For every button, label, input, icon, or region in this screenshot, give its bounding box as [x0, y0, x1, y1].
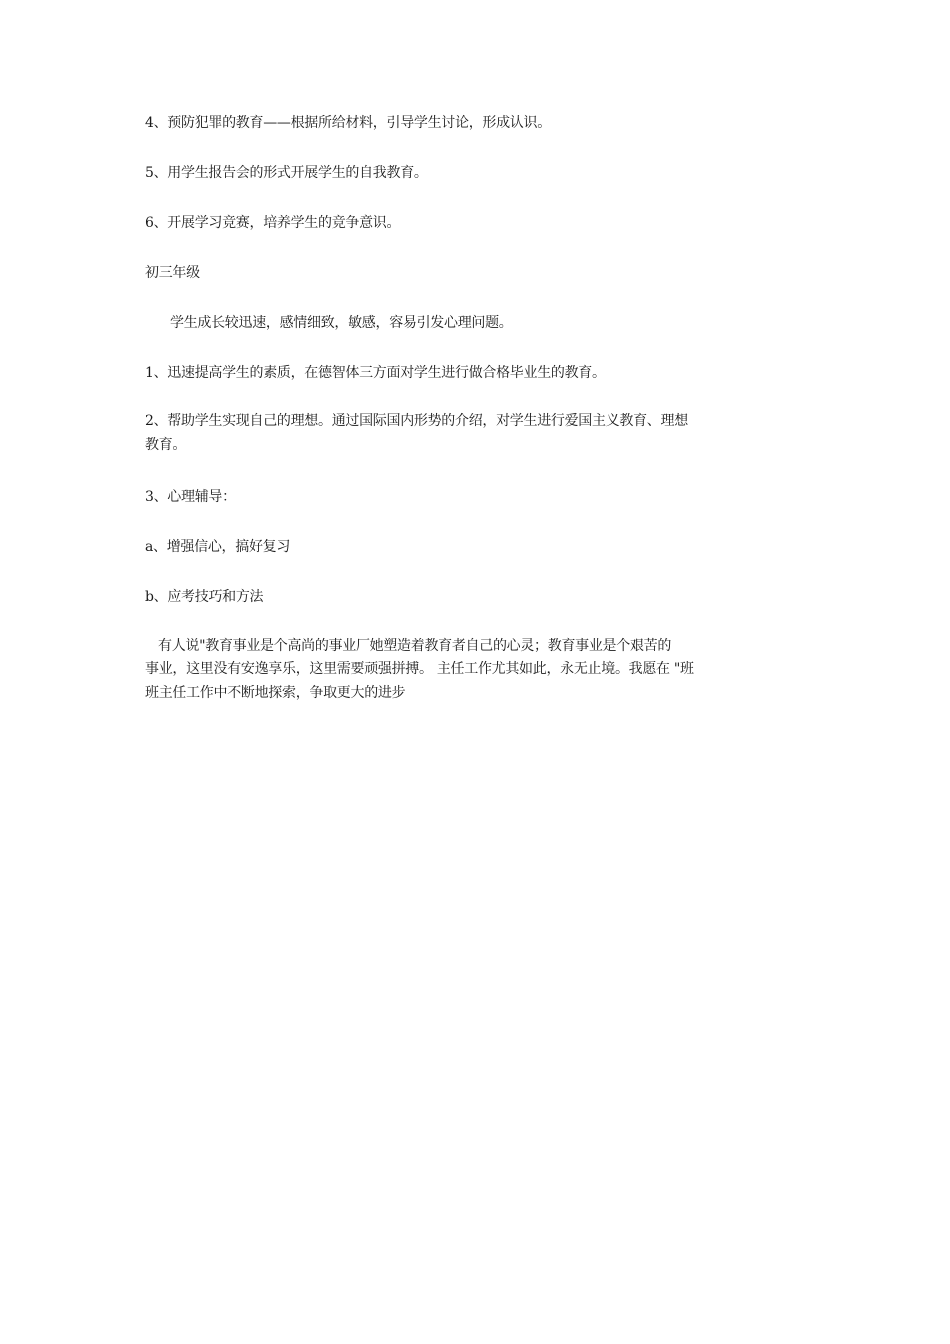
- paragraph-item-1: 1、迅速提高学生的素质，在德智体三方面对学生进行做合格毕业生的教育。: [145, 365, 606, 381]
- closing-paragraph-line-1: 有人说"教育事业是个高尚的事业厂她塑造着教育者自己的心灵；教育事业是个艰苦的: [158, 638, 672, 654]
- paragraph-item-5: 5、用学生报告会的形式开展学生的自我教育。: [145, 165, 428, 181]
- section-intro: 学生成长较迅速，感情细致，敏感，容易引发心理问题。: [170, 315, 513, 331]
- paragraph-item-4: 4、预防犯罪的教育——根据所给材料，引导学生讨论，形成认识。: [145, 115, 551, 131]
- closing-paragraph-line-3: 班主任工作中不断地探索，争取更大的进步: [145, 685, 406, 701]
- section-heading-grade-three: 初三年级: [145, 265, 200, 281]
- closing-paragraph-line-2: 事业，这里没有安逸享乐，这里需要顽强拼搏。 主任工作尤其如此，永无止境。我愿在 "班: [145, 661, 694, 677]
- paragraph-item-2-continued: 教育。: [145, 437, 187, 453]
- paragraph-item-6: 6、开展学习竞赛，培养学生的竞争意识。: [145, 215, 401, 231]
- paragraph-item-3: 3、心理辅导：: [145, 489, 236, 505]
- paragraph-item-2: 2、帮助学生实现自己的理想。通过国际国内形势的介绍，对学生进行爱国主义教育、理想: [145, 413, 688, 429]
- paragraph-item-b: b、应考技巧和方法: [145, 589, 264, 605]
- paragraph-item-a: a、增强信心，搞好复习: [145, 539, 291, 555]
